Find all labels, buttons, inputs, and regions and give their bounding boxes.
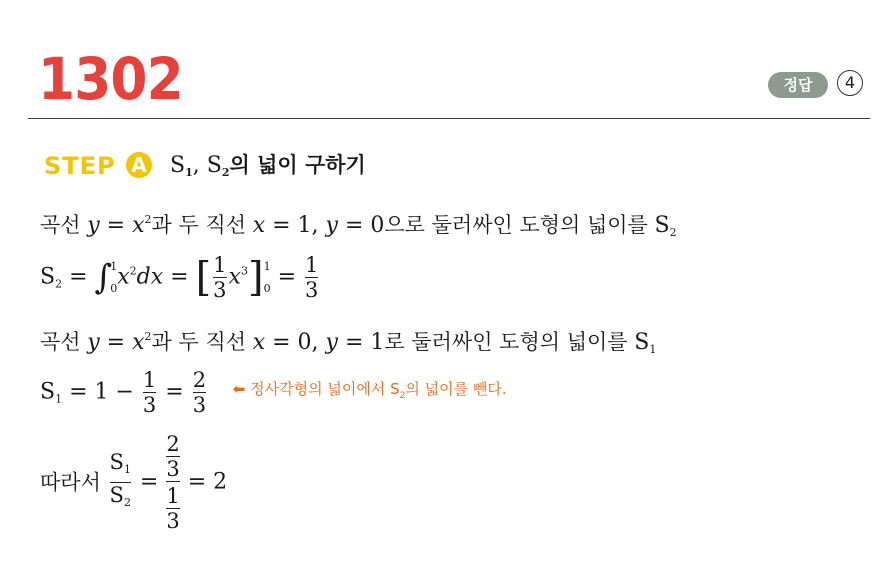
header-divider — [28, 118, 870, 119]
curve-line-1: 곡선 $y = x^2$과 두 직선 x = 1, y = 0으로 둘러싸인 도형의 넓이를 $S_2$ — [40, 213, 677, 239]
curve-line-2: 곡선 $y = x^2$과 두 직선 x = 0, y = 1로 둘러싸인 도형의 넓이를 $S_1$ — [40, 330, 657, 356]
answer-badge: 정답 — [768, 72, 828, 98]
arrow-left-icon: ⬅ — [232, 380, 246, 398]
equation-ratio: 따라서 $\frac{S_1}{S_2}$ = $\frac{\frac{2}{3}}{\frac{1}{3}}$ = 2 — [40, 432, 228, 533]
problem-number: 1302 — [38, 45, 183, 113]
step-title: $S_1$, $S_2$의 넓이 구하기 — [170, 153, 366, 179]
equation-s1: $S_1 = 1$ − $\frac{1}{3}$ = $\frac{2}{3}$ ⬅ 정사각형의 넓이에서 $S_2$의 넓이를 뺀다. — [40, 368, 507, 417]
step-a-circle: A — [126, 152, 152, 178]
hint-note: ⬅ 정사각형의 넓이에서 $S_2$의 넓이를 뺀다. — [232, 380, 507, 401]
answer-circle-4: 4 — [837, 70, 863, 96]
step-label: STEP — [44, 152, 116, 180]
equation-s2: $S_2$ = ∫ 1 0 $x^2dx$ = [ $\frac{1}{3}$ $x^3$] 1 0 = $\frac{1}{3}$ — [40, 253, 319, 302]
